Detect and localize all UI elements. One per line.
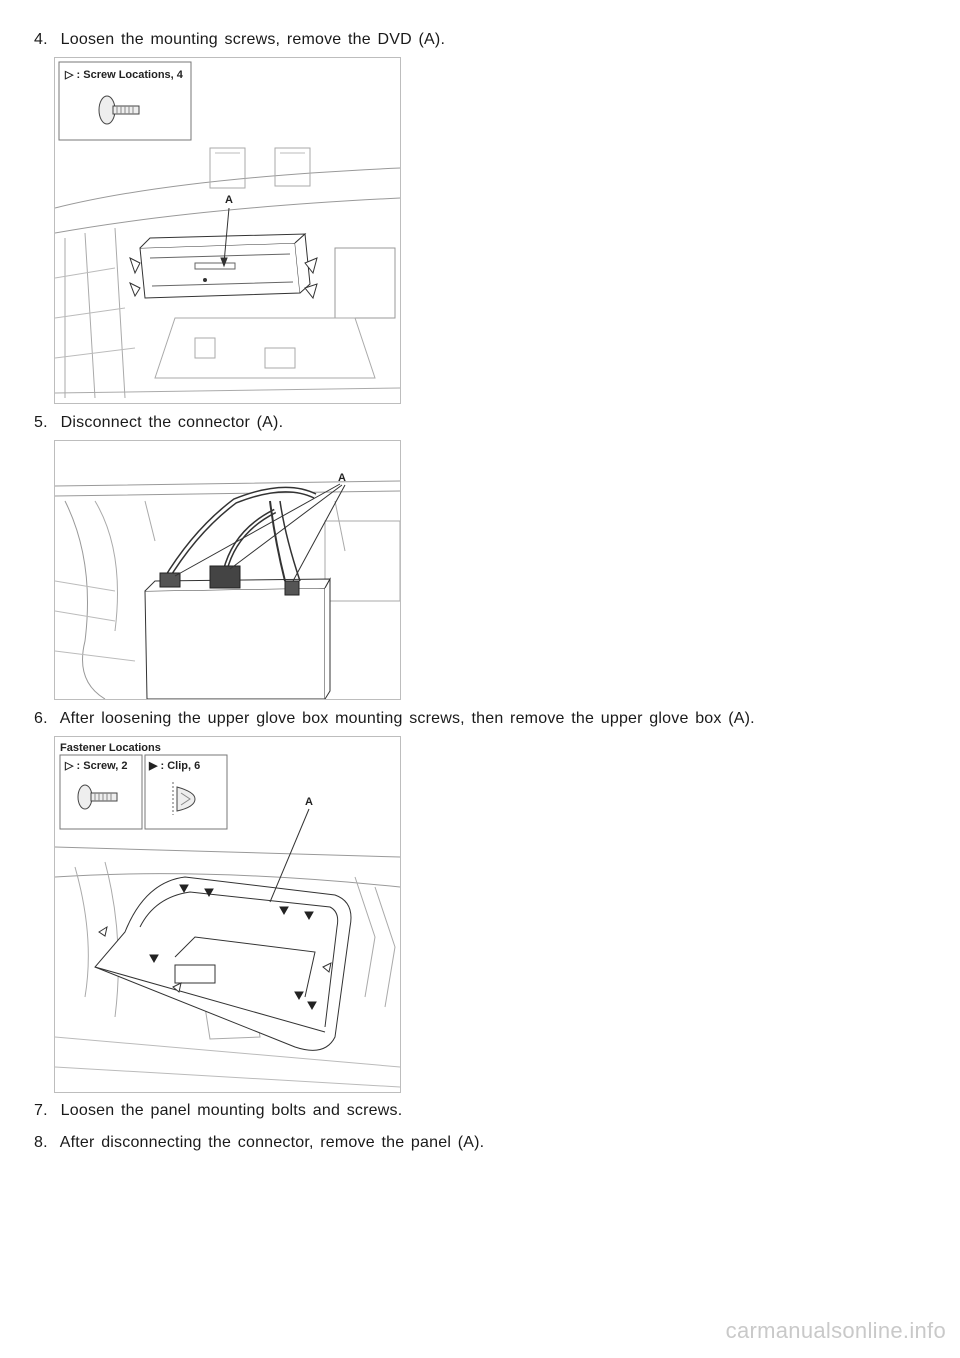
step-5	[34, 414, 283, 432]
callout-a: A	[305, 796, 313, 808]
step-text: Loosen the panel mounting bolts and screws.	[60, 1102, 403, 1119]
step-number: 6.	[34, 710, 48, 727]
screw-legend: ▷ : Screw, 2	[65, 760, 128, 772]
screw-legend: ▷ : Screw Locations, 4	[65, 69, 183, 81]
step-6	[34, 710, 755, 728]
step-8	[34, 1134, 484, 1152]
module-box	[145, 579, 330, 699]
callout-a: A	[338, 472, 346, 484]
upper-glove-box	[95, 877, 351, 1050]
step-number: 7.	[34, 1102, 48, 1119]
dvd-removal-figure	[54, 57, 401, 404]
connector-figure	[54, 440, 401, 700]
watermark[interactable]: carmanualsonline.info	[725, 1318, 946, 1343]
step-4	[34, 31, 445, 49]
step-number: 8.	[34, 1134, 48, 1151]
step-text: Loosen the mounting screws, remove the DVD (A).	[60, 31, 446, 48]
step-number: 4.	[34, 31, 48, 48]
step-text: After loosening the upper glove box mounting screws, then remove the upper glove box (A).	[59, 710, 755, 727]
glove-box-figure	[54, 736, 401, 1093]
step-text: Disconnect the connector (A).	[60, 414, 284, 431]
dvd-unit	[140, 234, 310, 298]
step-text: After disconnecting the connector, remove the panel (A).	[59, 1134, 485, 1151]
callout-a: A	[225, 194, 233, 206]
step-7	[34, 1102, 402, 1120]
step-number: 5.	[34, 414, 48, 431]
fastener-title: Fastener Locations	[60, 742, 161, 754]
clip-legend: ▶ : Clip, 6	[149, 760, 201, 772]
